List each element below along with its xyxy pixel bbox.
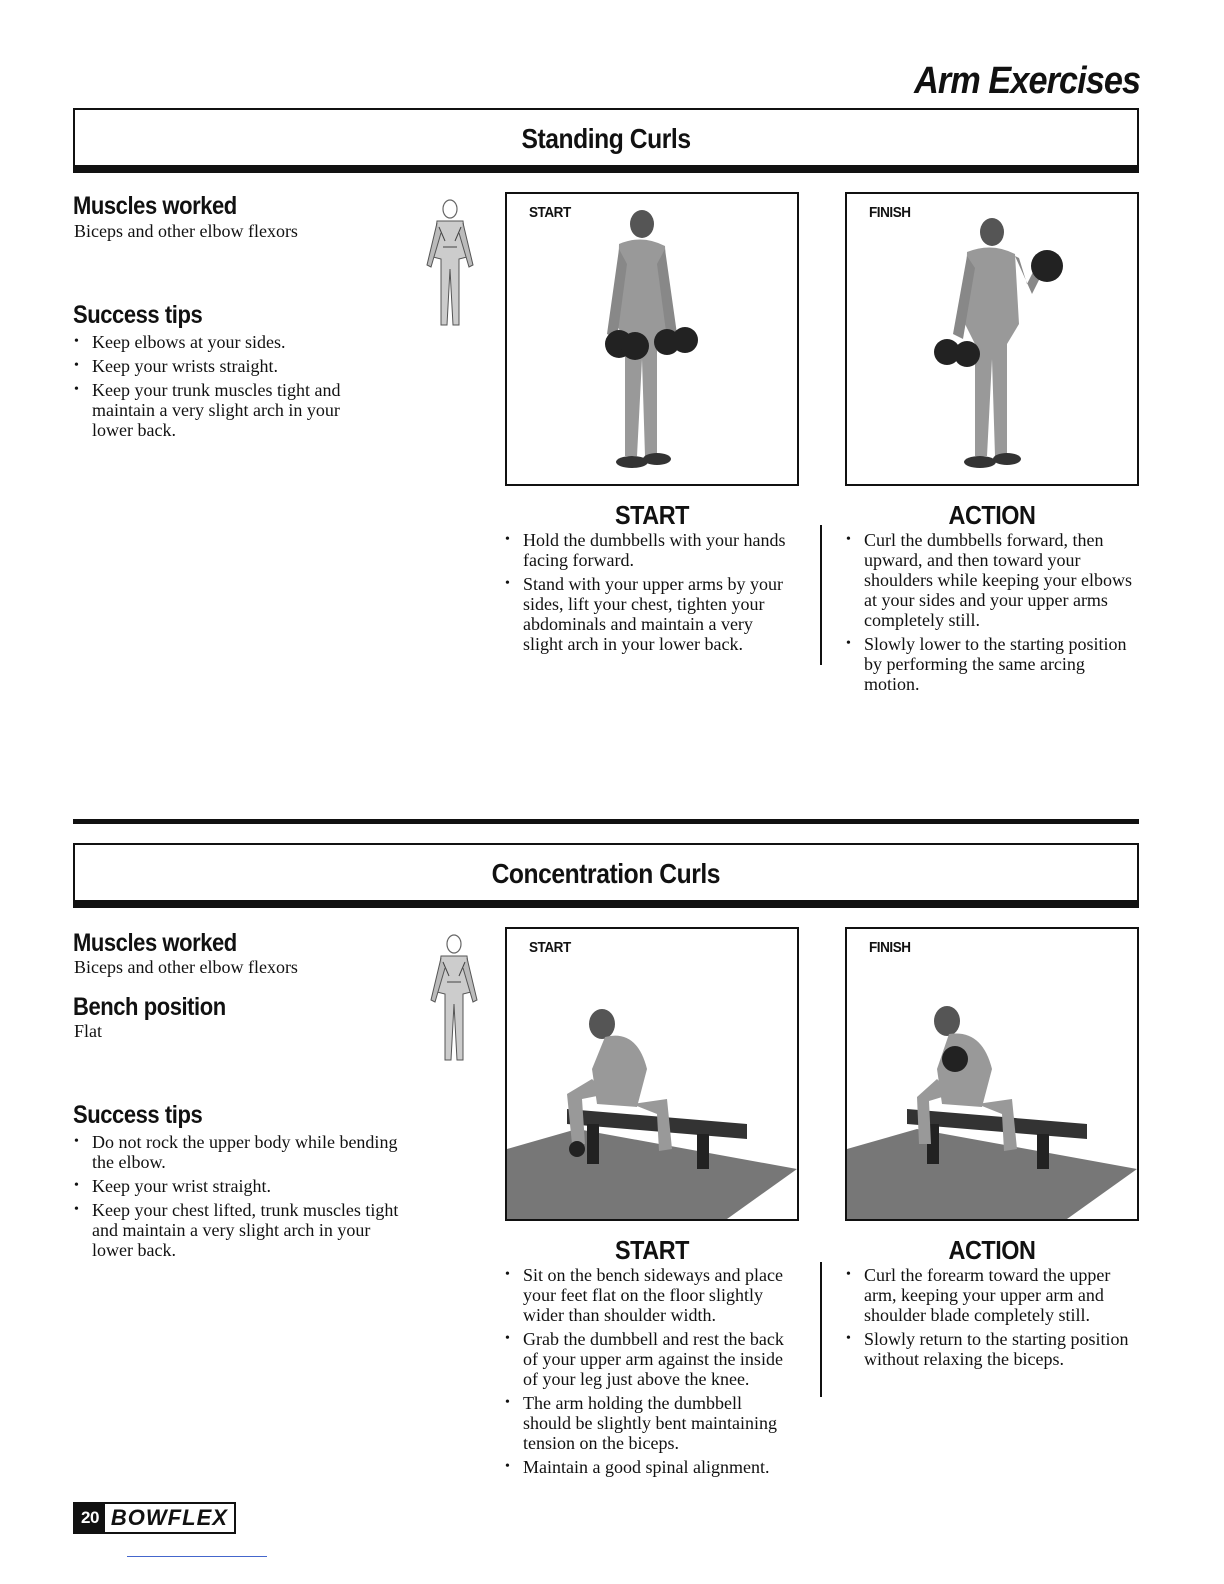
success-tips-list xyxy=(74,332,374,444)
list-item: • Sit on the bench sideways and place your feet flat on the floor slightly wider than shoulder width. xyxy=(505,1265,790,1325)
muscles-heading: Muscles worked xyxy=(73,929,237,957)
start-steps-list xyxy=(505,530,790,658)
exerciser-seated-icon xyxy=(507,929,797,1219)
photo-label: FINISH xyxy=(869,204,911,221)
muscles-text: Biceps and other elbow flexors xyxy=(74,957,298,977)
success-tips-heading: Success tips xyxy=(73,1101,203,1129)
photo-label: FINISH xyxy=(869,939,911,956)
list-item: • The arm holding the dumbbell should be slightly bent maintaining tension on the biceps. xyxy=(505,1393,790,1453)
success-tips-list xyxy=(74,1132,404,1264)
list-item: • Stand with your upper arms by your sides, lift your chest, tighten your abdominals and maintain a very slight arch in your lower back. xyxy=(505,574,790,654)
start-heading: START xyxy=(614,500,689,530)
section-header-standing-curls xyxy=(73,108,1139,173)
finish-photo-concentration-curls xyxy=(845,927,1139,1221)
list-item: • Do not rock the upper body while bending the elbow. xyxy=(74,1132,404,1172)
bench-position-heading: Bench position xyxy=(73,993,226,1021)
list-item: • Curl the forearm toward the upper arm, keeping your upper arm and shoulder blade completely still. xyxy=(846,1265,1140,1325)
list-item: • Slowly return to the starting position without relaxing the biceps. xyxy=(846,1329,1140,1369)
success-tips-heading: Success tips xyxy=(73,301,203,329)
start-photo-standing-curls xyxy=(505,192,799,486)
column-divider xyxy=(820,525,822,665)
exerciser-curling-icon xyxy=(847,194,1137,484)
list-item: • Curl the dumbbells forward, then upward, and then toward your shoulders while keeping your elbows at your sides and your upper arms completely still. xyxy=(846,530,1138,630)
muscles-heading: Muscles worked xyxy=(73,192,237,220)
section-divider xyxy=(73,819,1139,824)
list-item: • Keep elbows at your sides. xyxy=(74,332,374,352)
page-title: Arm Exercises xyxy=(914,60,1140,102)
anatomy-figure-icon xyxy=(418,932,490,1067)
photo-label: START xyxy=(529,204,571,221)
start-heading: START xyxy=(614,1235,689,1265)
section-title: Concentration Curls xyxy=(491,858,721,889)
section-header-concentration-curls xyxy=(73,843,1139,908)
action-steps-list xyxy=(846,1265,1140,1373)
footer-line xyxy=(127,1556,267,1557)
list-item: • Hold the dumbbells with your hands facing forward. xyxy=(505,530,790,570)
exerciser-seated-curling-icon xyxy=(847,929,1137,1219)
exerciser-standing-icon xyxy=(507,194,797,484)
list-item: • Keep your wrists straight. xyxy=(74,356,374,376)
brand-logo: BOWFLEX xyxy=(110,1505,228,1530)
photo-label: START xyxy=(529,939,571,956)
list-item: • Grab the dumbbell and rest the back of your upper arm against the inside of your leg just above the knee. xyxy=(505,1329,790,1389)
footer-logo xyxy=(73,1502,236,1534)
page-number: 20 xyxy=(75,1504,105,1532)
finish-photo-standing-curls xyxy=(845,192,1139,486)
column-divider xyxy=(820,1262,822,1397)
list-item: • Slowly lower to the starting position by performing the same arcing motion. xyxy=(846,634,1138,694)
start-steps-list xyxy=(505,1265,790,1481)
anatomy-figure-icon xyxy=(415,197,485,332)
action-heading: ACTION xyxy=(948,500,1036,530)
action-steps-list xyxy=(846,530,1138,698)
list-item: • Keep your trunk muscles tight and maintain a very slight arch in your lower back. xyxy=(74,380,374,440)
start-photo-concentration-curls xyxy=(505,927,799,1221)
muscles-text: Biceps and other elbow flexors xyxy=(74,221,298,241)
list-item: • Keep your chest lifted, trunk muscles tight and maintain a very slight arch in your lower back. xyxy=(74,1200,404,1260)
action-heading: ACTION xyxy=(948,1235,1036,1265)
list-item: • Maintain a good spinal alignment. xyxy=(505,1457,790,1477)
section-title: Standing Curls xyxy=(521,123,691,154)
list-item: • Keep your wrist straight. xyxy=(74,1176,404,1196)
bench-position-text: Flat xyxy=(74,1021,103,1041)
